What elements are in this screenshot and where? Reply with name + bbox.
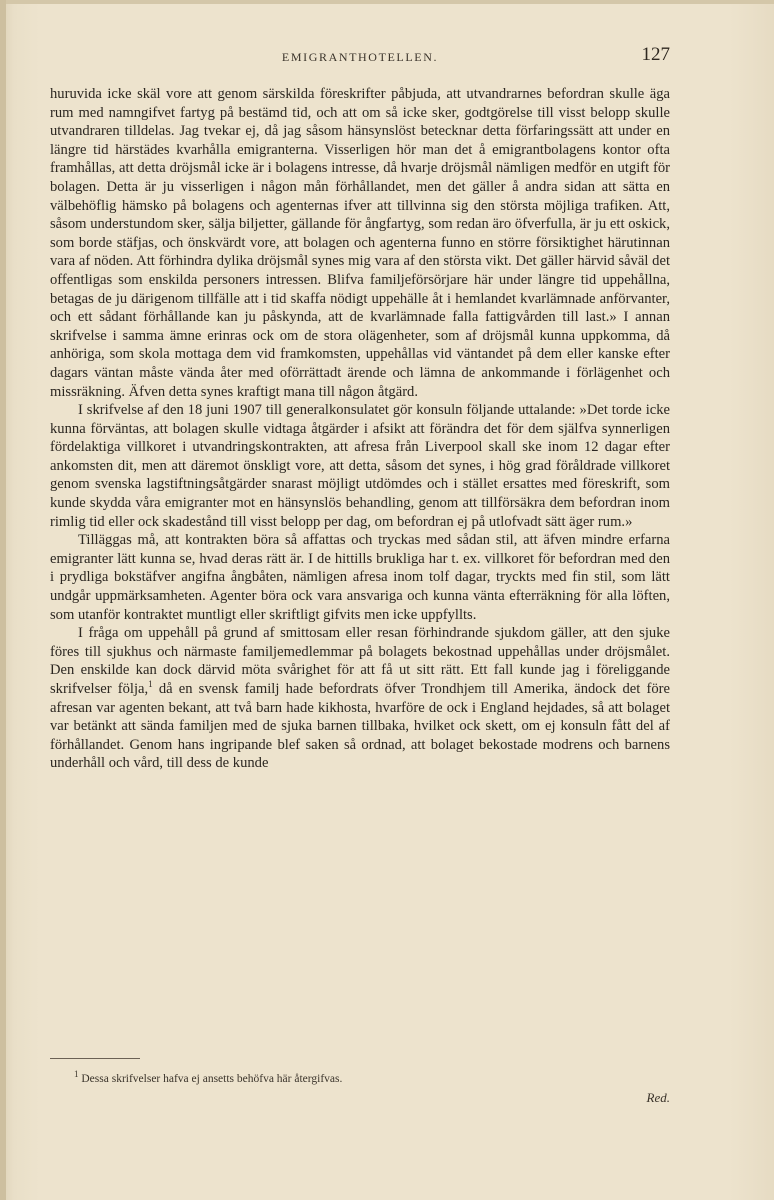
footnote-mark: 1 bbox=[74, 1069, 79, 1080]
footnote-reference: 1 bbox=[148, 679, 153, 690]
footnote-divider bbox=[50, 1058, 140, 1059]
footnote-text: Dessa skrifvelser hafva ej ansetts behöfva här återgifvas. bbox=[81, 1073, 343, 1085]
paragraph-4 bbox=[50, 624, 670, 773]
body-text bbox=[50, 85, 670, 773]
footnote bbox=[74, 1069, 674, 1087]
editor-signature: Red. bbox=[646, 1090, 670, 1105]
paragraph-3: Tilläggas må, att kontrakten böra så affattas och tryckas med sådan stil, att äfven mindre erfarna emigranter lätt kunna se, hvad deras rätt är. I de hittills brukliga har t. ex. villkoret för befordran med den i prydliga bokstäfver angifna ångbåten, nämligen afresa inom tolf dagar, tryckts med fin stil, som lätt undgår uppmärksamheten. Agenter böra ock vara ansvariga och kunna vänta efterräkning för alla löften, som utanför kontraktet muntligt eller skriftligt gifvits men icke uppfyllts. bbox=[50, 532, 670, 623]
paragraph-4-text-after-note: då en svensk familj hade befordrats öfver Trondhjem till Amerika, ändock det före afresan var agenten bekant, att två barn hade kikhosta, hvarföre de ock i England hejdades, så att bolaget var betänkt att sända familjen med de sjuka barnen tillbaka, hvilket ock skett, om ej konsuln fått del af förhållandet. Genom hans ingripande blef saken så ordnad, att bolaget bekostade modrens och barnens underhåll och vård, till dess de kunde bbox=[50, 681, 670, 772]
page-number: 127 bbox=[641, 44, 670, 65]
paragraph-2: I skrifvelse af den 18 juni 1907 till generalkonsulatet gör konsuln följande uttalande: »Det torde icke kunna förväntas, att bolagen skulle vidtaga åtgärder i afsikt att förändra det för dem själfva synnerligen fördelaktiga villkoret i utvandringskontrakten, att afresa från Liverpool skall ske inom 12 dagar efter ankomsten dit, men att däremot önskligt vore, att detta, såsom det synes, i hög grad föråldrade villkoret genom svenska lagstiftningsåtgärder snarast möjligt utdömdes och i stället ersattes med föreskrift, som kunde skydda våra emigranter mot en hänsynslös behandling, genom att tillförsäkra dem befordran inom rimlig tid eller ock skadestånd till visst belopp per dag, om befordran ej på utlofvadt sätt äger rum.» bbox=[50, 402, 670, 530]
page-header bbox=[50, 44, 670, 68]
paragraph-4-text-before-note: I fråga om uppehåll på grund af smittosam eller resan förhindrande sjukdom gäller, att den sjuke föres till sjukhus och närmaste familjemedlemmar på bolagets bekostnad uppehållas under dröjsmålet. Den enskilde kan dock därvid möta svårighet för att få ut sitt rätt. Ett fall kunde jag i föreliggande skrifvelser följa, bbox=[50, 625, 670, 697]
page-binding-edge bbox=[0, 0, 6, 1200]
page-top-edge bbox=[0, 0, 774, 4]
paragraph-1: huruvida icke skäl vore att genom särskilda föreskrifter påbjuda, att utvandrarnes befordran skulle äga rum med namngifvet fartyg på bestämd tid, och att om så icke sker, godtgörelse till visst belopp skulle utvandraren tilldelas. Jag tvekar ej, då jag såsom hänsynslöst betecknar detta förfaringssätt att under en längre tid härstädes kvarhålla emigranterna. Visserligen hör man det å emigrantbolagens kontor ofta framhållas, att detta dröjsmål icke är i bolagens intresse, då hvarje dröjsmål nämligen medför en utgift för bolagen. Detta är ju visserligen i någon mån förhållandet, men det gäller å andra sidan att sätta en välbehöflig hämsko på bolagens och agenternas ifver att tillvinna sig den största möjliga trafiken. Att, såsom understundom sker, sälja biljetter, gällande för ångfartyg, som redan äro öfverfulla, är ju ett oskick, som borde stäfjas, och önskvärdt vore, att bolagen och agenterna funno en större försiktighet härutinnan vara af nöden. Att förhindra dylika dröjsmål synes mig vara af den största vikt. Det gäller härvid såväl det offentligas som enskilda personers intressen. Blifva familjeförsörjare här under längre tid uppehållna, betagas de ju därigenom tillfälle att i tid skaffa nödigt uppehälle åt i hemlandet kvarlämnade anförvanter, och ett sådant förhållande kan ju påskynda, att de kvarlämnade falla fattigvården till last.» I annan skrifvelse i samma ämne erinras ock om de stora olägenheter, som af dröjsmål kunna uppkomma, då anhöriga, som skola mottaga dem vid framkomsten, uppehållas vid väntandet på dem eller kanske efter dagars väntan måste vända åter med oförrättadt ärende och lämna de ankommande i förlägenhet och missräkning. Äfven detta synes kraftigt mana till någon åtgärd. bbox=[50, 86, 670, 400]
running-head: EMIGRANTHOTELLEN. bbox=[281, 50, 439, 64]
